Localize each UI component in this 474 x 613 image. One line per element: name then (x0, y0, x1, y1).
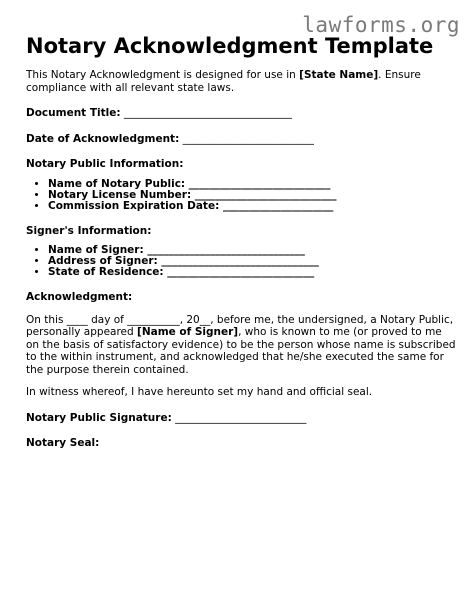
witness-paragraph: In witness whereof, I have hereunto set my hand and official seal. (26, 386, 373, 398)
notary-info-heading: Notary Public Information: (26, 158, 184, 170)
acknowledgment-heading: Acknowledgment: (26, 291, 133, 303)
date-of-acknowledgment-field (26, 133, 456, 146)
document-title-blank: ________________________________ (123, 107, 292, 119)
intro-before: This Notary Acknowledgment is designed for use in (26, 69, 300, 81)
page-title: Notary Acknowledgment Template (26, 34, 434, 58)
date-of-acknowledgment-blank: _________________________ (182, 132, 314, 145)
signer-name-label: Name of Signer: (48, 244, 144, 256)
signer-info-heading: Signer's Information: (26, 224, 152, 237)
notary-seal-field (26, 437, 456, 450)
acknowledgment-before: On this ____ day of __________, 20__, before me, the undersigned, a Notary Public, personally appeared (26, 313, 454, 338)
signer-name-blank: ______________________________ (147, 244, 305, 256)
state-of-residence-label: State of Residence: (48, 266, 164, 278)
signer-address-label: Address of Signer: (48, 255, 158, 267)
list-item (48, 267, 456, 278)
notary-name-blank: ___________________________ (188, 177, 331, 190)
document-title-label: Document Title: (26, 107, 121, 119)
notary-info-list (26, 179, 456, 212)
notary-signature-label: Notary Public Signature: (26, 411, 172, 424)
acknowledgment-paragraph (26, 314, 456, 377)
commission-expiration-blank: _____________________ (222, 199, 334, 212)
intro-after: . Ensure compliance with all relevant state laws. (26, 69, 421, 94)
state-name-placeholder: [State Name] (299, 69, 379, 81)
document-title-field (26, 107, 456, 120)
signer-name-placeholder: [Name of Signer] (137, 326, 239, 338)
notary-name-label: Name of Notary Public: (48, 177, 186, 190)
notary-seal-label: Notary Seal: (26, 437, 100, 449)
notary-signature-blank: _________________________ (175, 411, 307, 424)
intro-paragraph (26, 69, 456, 94)
notary-license-label: Notary License Number: (48, 188, 192, 201)
watermark: lawforms.org (302, 13, 460, 37)
state-of-residence-blank: ____________________________ (167, 266, 315, 278)
signer-info-list (26, 245, 456, 278)
acknowledgment-after: , who is known to me (or proved to me on the basis of satisfactory evidence) to be the person whose name is subscribed to the within instrument, and acknowledged that he/she executed the same for the purpose therein contained. (26, 326, 456, 376)
notary-signature-field (26, 412, 456, 425)
commission-expiration-label: Commission Expiration Date: (48, 199, 220, 212)
document-page (26, 33, 456, 450)
notary-license-blank: ___________________________ (194, 188, 337, 201)
list-item (48, 201, 456, 212)
date-of-acknowledgment-label: Date of Acknowledgment: (26, 132, 180, 145)
signer-address-blank: ______________________________ (161, 255, 319, 267)
